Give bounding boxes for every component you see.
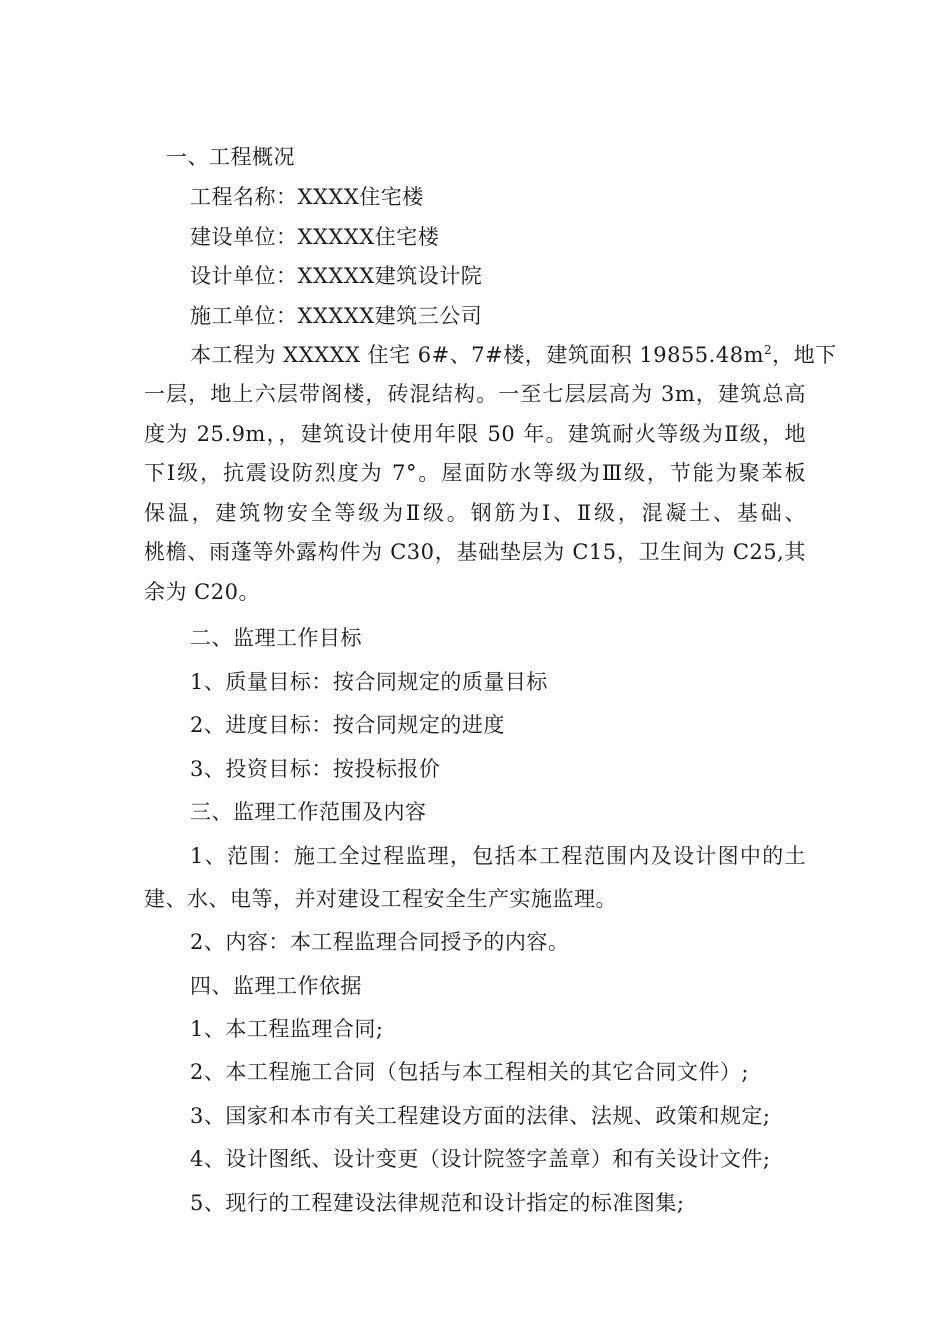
section-heading-scope: 三、监理工作范围及内容 xyxy=(190,800,427,824)
area-superscript: 2 xyxy=(763,343,773,357)
basis-item: 4、设计图纸、设计变更（设计院签字盖章）和有关设计文件; xyxy=(190,1147,771,1171)
description-line: 下Ⅰ级，抗震设防烈度为 7°。屋面防水等级为Ⅲ级，节能为聚苯板 xyxy=(144,461,806,485)
construction-unit: 施工单位：XXXXX建筑三公司 xyxy=(190,304,483,328)
scope-line: 1、范围：施工全过程监理，包括本工程范围内及设计图中的土 xyxy=(190,844,806,868)
description-line: 度为 25.9m，，建筑设计使用年限 50 年。建筑耐火等级为Ⅱ级，地 xyxy=(144,422,806,446)
owner-unit: 建设单位：XXXXX住宅楼 xyxy=(190,225,440,249)
description-line: 余为 C20。 xyxy=(144,580,260,604)
description-line: 一层，地上六层带阁楼，砖混结构。一至七层层高为 3m，建筑总高 xyxy=(144,382,806,406)
basis-item: 2、本工程施工合同（包括与本工程相关的其它合同文件）; xyxy=(190,1060,749,1084)
description-line xyxy=(190,341,837,369)
section-heading-overview: 一、工程概况 xyxy=(166,145,295,169)
design-unit: 设计单位：XXXXX建筑设计院 xyxy=(190,264,483,288)
section-heading-basis: 四、监理工作依据 xyxy=(190,974,362,998)
basis-item: 3、国家和本市有关工程建设方面的法律、法规、政策和规定; xyxy=(190,1104,771,1128)
section-heading-goals: 二、监理工作目标 xyxy=(190,626,362,650)
description-text: 本工程为 XXXXX 住宅 6#、7#楼，建筑面积 19855.48m xyxy=(190,343,764,367)
goal-item: 1、质量目标：按合同规定的质量目标 xyxy=(190,670,548,694)
description-tail: ，地下 xyxy=(772,343,837,367)
content-item: 2、内容：本工程监理合同授予的内容。 xyxy=(190,930,570,954)
goal-item: 3、投资目标：按投标报价 xyxy=(190,757,441,781)
basis-item: 5、现行的工程建设法律规范和设计指定的标准图集; xyxy=(190,1191,685,1215)
description-line: 保温，建筑物安全等级为Ⅱ级。钢筋为Ⅰ、Ⅱ级，混凝土、基础、 xyxy=(144,501,806,525)
project-name: 工程名称：XXXX住宅楼 xyxy=(190,185,424,209)
goal-item: 2、进度目标：按合同规定的进度 xyxy=(190,713,505,737)
scope-line: 建、水、电等，并对建设工程安全生产实施监理。 xyxy=(144,887,617,911)
description-line: 桃檐、雨蓬等外露构件为 C30，基础垫层为 C15，卫生间为 C25,其 xyxy=(144,540,806,564)
basis-item: 1、本工程监理合同; xyxy=(190,1017,384,1041)
